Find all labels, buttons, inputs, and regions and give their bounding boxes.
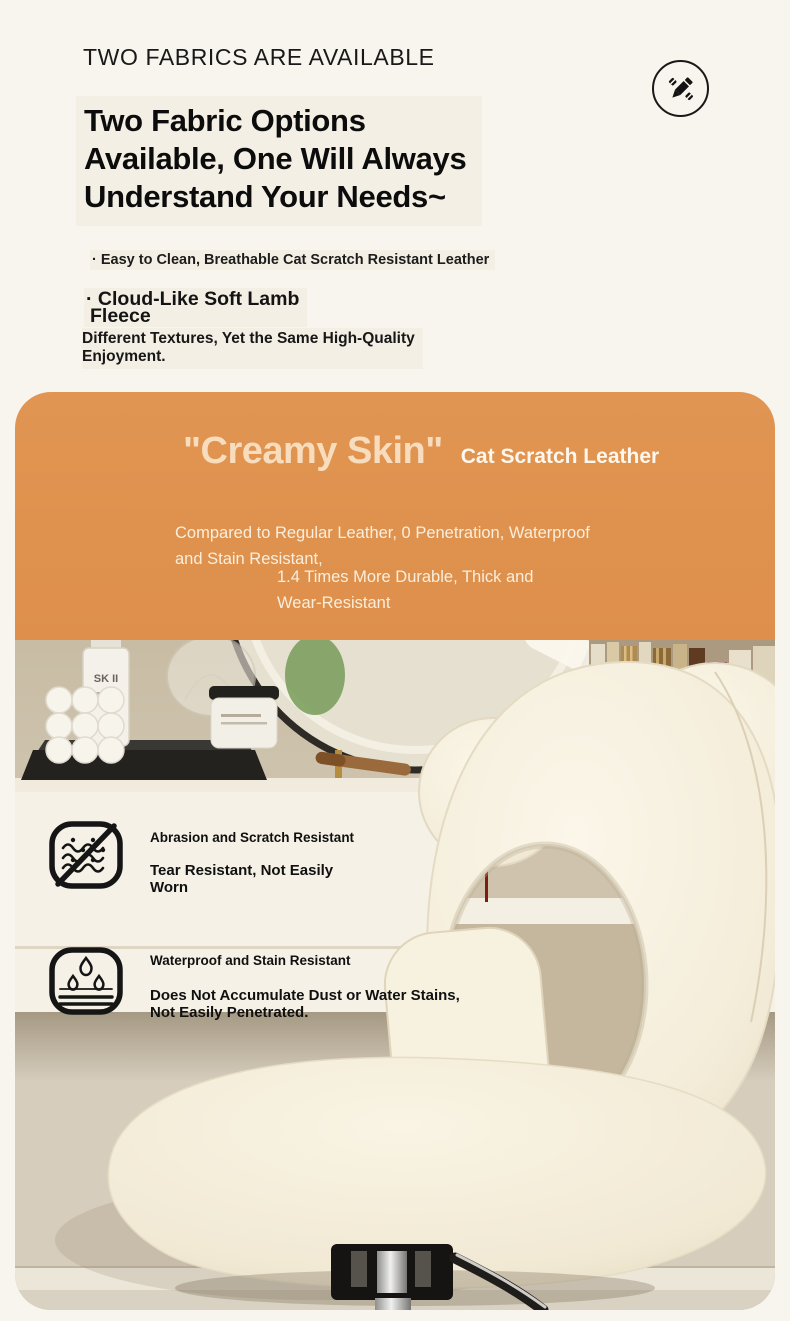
panel-p2-line1: 1.4 Times More Durable, Thick and bbox=[277, 568, 534, 586]
panel-headline: "Creamy Skin" bbox=[183, 430, 443, 472]
product-photo bbox=[15, 640, 775, 1310]
caption-line-2: Enjoyment. bbox=[82, 348, 166, 365]
no-abrasion-icon bbox=[48, 820, 124, 890]
cream-jar bbox=[209, 686, 279, 748]
waterproof-icon bbox=[48, 946, 124, 1016]
page-title bbox=[76, 96, 482, 226]
title-line-1: Two Fabric Options bbox=[84, 103, 366, 138]
feature-desc-line-1: Tear Resistant, Not Easily bbox=[150, 862, 334, 879]
panel-subtitle: Cat Scratch Leather bbox=[460, 445, 660, 468]
panel-paragraph-2 bbox=[277, 564, 533, 616]
intro-caption bbox=[82, 328, 423, 369]
pencil-badge-icon bbox=[665, 73, 697, 105]
bullet-leather: · Easy to Clean, Breathable Cat Scratch Resistant Leather bbox=[90, 250, 495, 270]
creamy-skin-panel bbox=[15, 392, 775, 640]
gas-lift-pole bbox=[375, 1298, 411, 1310]
feature-title: Abrasion and Scratch Resistant bbox=[150, 830, 355, 845]
bottle-label: SK II bbox=[93, 673, 119, 685]
bullet-fleece-line-1: · Cloud-Like Soft Lamb bbox=[86, 288, 300, 310]
bubble-candle bbox=[46, 687, 124, 763]
panel-p2-line2: Wear-Resistant bbox=[277, 594, 391, 612]
caption-line-1: Different Textures, Yet the Same High-Quality bbox=[82, 330, 415, 347]
panel-p1-line2: and Stain Resistant, bbox=[175, 550, 323, 568]
panel-p1-line1: Compared to Regular Leather, 0 Penetration, Waterproof bbox=[175, 524, 590, 542]
fabric-card bbox=[15, 392, 775, 1310]
feature-waterproof bbox=[15, 946, 515, 1066]
feature-desc-line-2: Not Easily Penetrated. bbox=[150, 1004, 309, 1021]
feature-desc-line-2: Worn bbox=[150, 879, 189, 896]
bullet-fleece bbox=[84, 288, 307, 327]
feature-description bbox=[150, 862, 333, 896]
bullet-fleece-line-2: Fleece bbox=[90, 304, 151, 327]
feature-title: Waterproof and Stain Resistant bbox=[150, 953, 351, 968]
title-line-2: Available, One Will Always bbox=[84, 141, 467, 176]
title-line-3: Understand Your Needs~ bbox=[84, 179, 446, 214]
feature-description bbox=[150, 987, 460, 1021]
feature-desc-line-1: Does Not Accumulate Dust or Water Stains, bbox=[150, 987, 460, 1004]
kicker-heading: TWO FABRICS ARE AVAILABLE bbox=[83, 44, 435, 70]
feature-abrasion bbox=[15, 820, 515, 940]
pencil-badge bbox=[652, 60, 709, 117]
panel-heading bbox=[183, 430, 659, 473]
